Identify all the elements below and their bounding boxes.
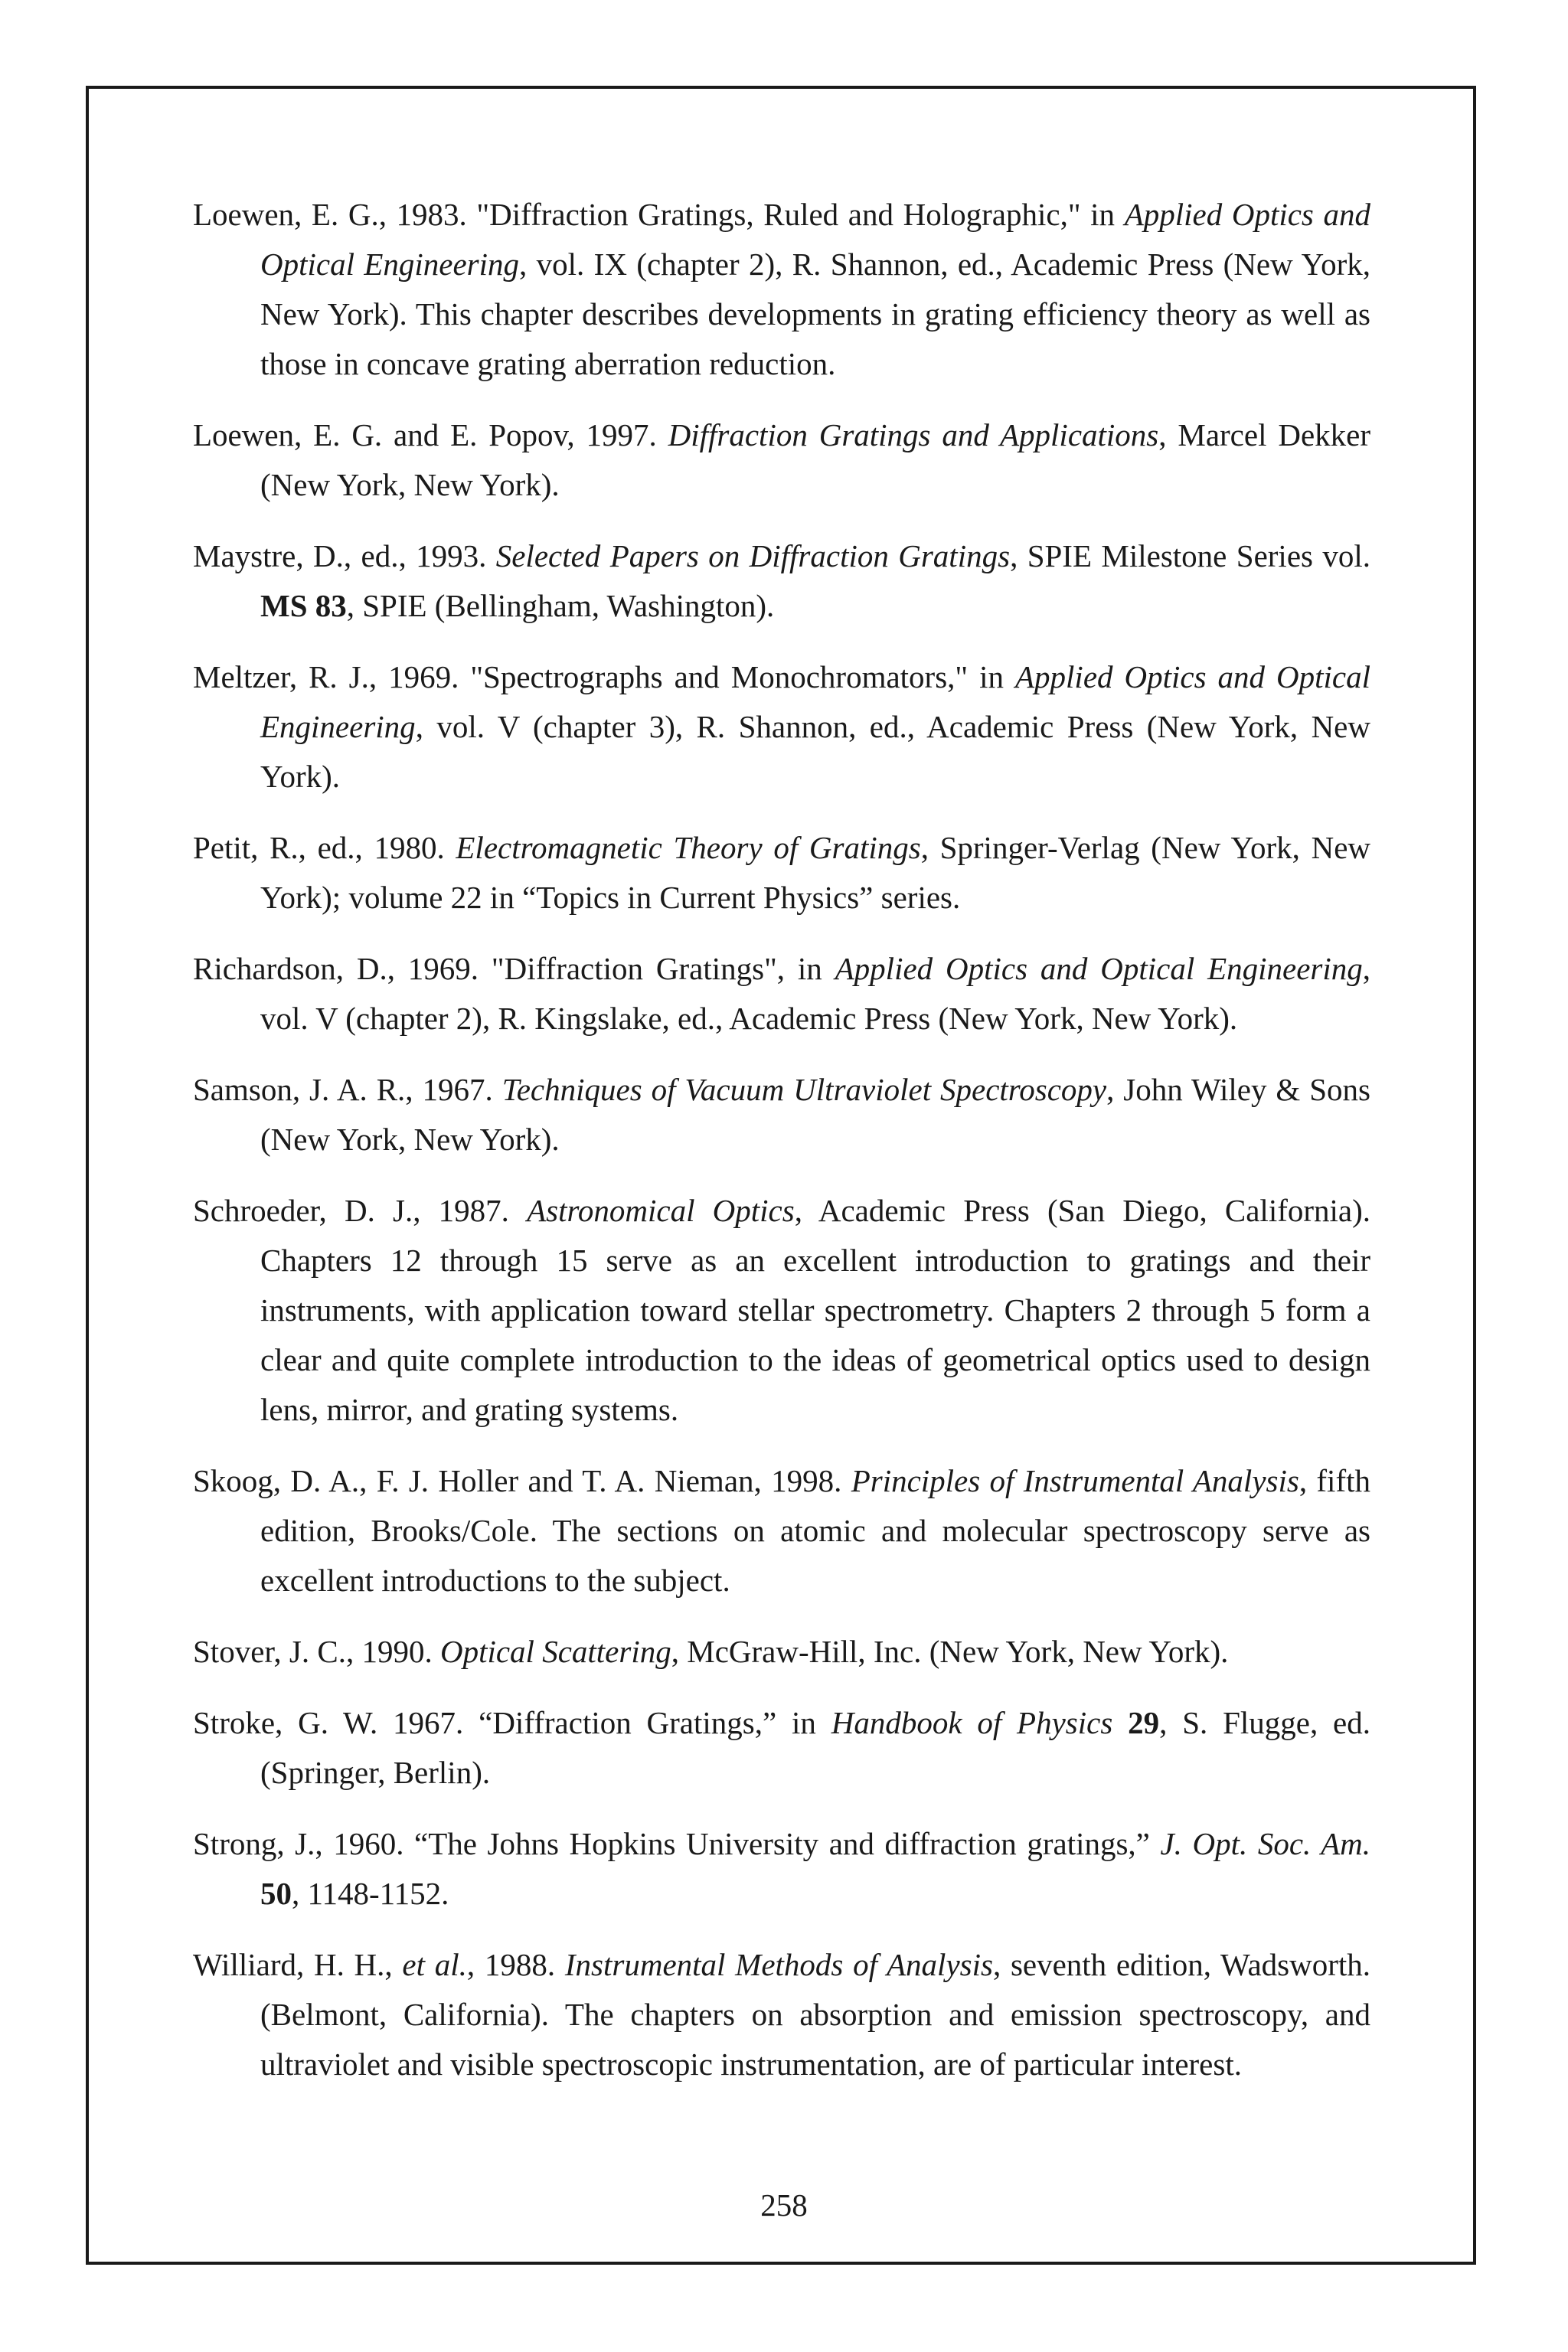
reference-text: Petit, R., ed., 1980. bbox=[193, 830, 456, 865]
reference-title: Applied Optics and Optical Engineering bbox=[260, 659, 1370, 744]
reference-title: Techniques of Vacuum Ultraviolet Spectroscopy bbox=[501, 1072, 1107, 1107]
reference-text: Loewen, E. G. and E. Popov, 1997. bbox=[193, 417, 668, 452]
reference-title: Electromagnetic Theory of Gratings bbox=[456, 830, 921, 865]
reference-text: Williard, H. H., bbox=[193, 1947, 403, 1982]
reference-text: Samson, J. A. R., 1967. bbox=[193, 1072, 502, 1107]
reference-title: Handbook of Physics bbox=[831, 1705, 1113, 1740]
reference-text: Stover, J. C., 1990. bbox=[193, 1634, 440, 1669]
reference-entry bbox=[193, 944, 1370, 1044]
reference-text: , 1148-1152. bbox=[292, 1876, 449, 1911]
reference-text: , fifth edition, Brooks/Cole. The sections on atomic and molecular spectroscopy serve as excellent introductions to the subject. bbox=[260, 1463, 1370, 1598]
reference-text: , SPIE Milestone Series vol. bbox=[1010, 538, 1371, 573]
reference-text: , McGraw-Hill, Inc. (New York, New York). bbox=[671, 1634, 1229, 1669]
reference-entry bbox=[193, 1940, 1370, 2089]
reference-text: , Springer-Verlag (New York, New York); volume 22 in “Topics in Current Physics” series. bbox=[260, 830, 1371, 915]
reference-title: Applied Optics and Optical Engineering bbox=[835, 951, 1363, 986]
reference-entry bbox=[193, 531, 1370, 631]
reference-text: Meltzer, R. J., 1969. "Spectrographs and Monochromators," in bbox=[193, 659, 1015, 694]
reference-text: Maystre, D., ed., 1993. bbox=[193, 538, 496, 573]
reference-text: Richardson, D., 1969. "Diffraction Gratings", in bbox=[193, 951, 835, 986]
reference-text: , vol. IX (chapter 2), R. Shannon, ed., Academic Press (New York, New York). This chapter describes developments in grating efficiency theory as well as those in concave grating aberration reduction. bbox=[260, 247, 1370, 381]
reference-entry bbox=[193, 823, 1370, 923]
reference-text: Loewen, E. G., 1983. "Diffraction Gratings, Ruled and Holographic," in bbox=[193, 197, 1125, 232]
reference-volume: 29 bbox=[1128, 1705, 1160, 1740]
reference-entry bbox=[193, 410, 1370, 510]
reference-text: , vol. V (chapter 2), R. Kingslake, ed., Academic Press (New York, New York). bbox=[260, 951, 1370, 1036]
reference-text: , 1988. bbox=[466, 1947, 565, 1982]
reference-etal: et al. bbox=[402, 1947, 467, 1982]
reference-title: Applied Optics and Optical Engineering bbox=[260, 197, 1370, 282]
reference-entry bbox=[193, 1819, 1370, 1919]
reference-entry bbox=[193, 1186, 1370, 1435]
reference-text bbox=[1112, 1705, 1128, 1740]
reference-text: Schroeder, D. J., 1987. bbox=[193, 1193, 528, 1228]
reference-volume: MS 83 bbox=[260, 588, 347, 623]
reference-title: Optical Scattering bbox=[439, 1634, 671, 1669]
reference-text: , John Wiley & Sons (New York, New York). bbox=[260, 1072, 1371, 1157]
reference-list bbox=[193, 190, 1370, 2111]
reference-entry bbox=[193, 1698, 1370, 1798]
reference-entry bbox=[193, 1065, 1370, 1165]
reference-text: , S. Flugge, ed. (Springer, Berlin). bbox=[260, 1705, 1370, 1790]
reference-entry bbox=[193, 1627, 1370, 1677]
reference-entry bbox=[193, 652, 1370, 802]
reference-title: J. Opt. Soc. Am. bbox=[1160, 1826, 1370, 1861]
reference-entry bbox=[193, 190, 1370, 389]
reference-text: , vol. V (chapter 3), R. Shannon, ed., Academic Press (New York, New York). bbox=[260, 709, 1370, 794]
reference-text: , Academic Press (San Diego, California). Chapters 12 through 15 serve as an excellent introduction to gratings and their instruments, with application toward stellar spectrometry. Chapters 2 through 5 form a clear and quite complete introduction to the ideas of geometrical optics used to design lens, mirror, and grating systems. bbox=[260, 1193, 1371, 1427]
reference-volume: 50 bbox=[260, 1876, 292, 1911]
reference-title: Instrumental Methods of Analysis bbox=[564, 1947, 993, 1982]
reference-text: Stroke, G. W. 1967. “Diffraction Gratings,” in bbox=[193, 1705, 831, 1740]
reference-text: , Marcel Dekker (New York, New York). bbox=[260, 417, 1370, 502]
reference-title: Principles of Instrumental Analysis bbox=[851, 1463, 1299, 1498]
reference-title: Selected Papers on Diffraction Gratings bbox=[495, 538, 1011, 573]
reference-title: Astronomical Optics bbox=[527, 1193, 795, 1228]
page-number: 258 bbox=[760, 2187, 808, 2223]
reference-text: , SPIE (Bellingham, Washington). bbox=[346, 588, 775, 623]
reference-entry bbox=[193, 1456, 1370, 1606]
reference-text: Skoog, D. A., F. J. Holler and T. A. Nieman, 1998. bbox=[193, 1463, 851, 1498]
reference-title: Diffraction Gratings and Applications bbox=[668, 417, 1159, 452]
reference-text: , seventh edition, Wadsworth. (Belmont, California). The chapters on absorption and emission spectroscopy, and ultraviolet and visible spectroscopic instrumentation, are of particular interest. bbox=[260, 1947, 1371, 2082]
reference-text: Strong, J., 1960. “The Johns Hopkins University and diffraction gratings,” bbox=[193, 1826, 1161, 1861]
